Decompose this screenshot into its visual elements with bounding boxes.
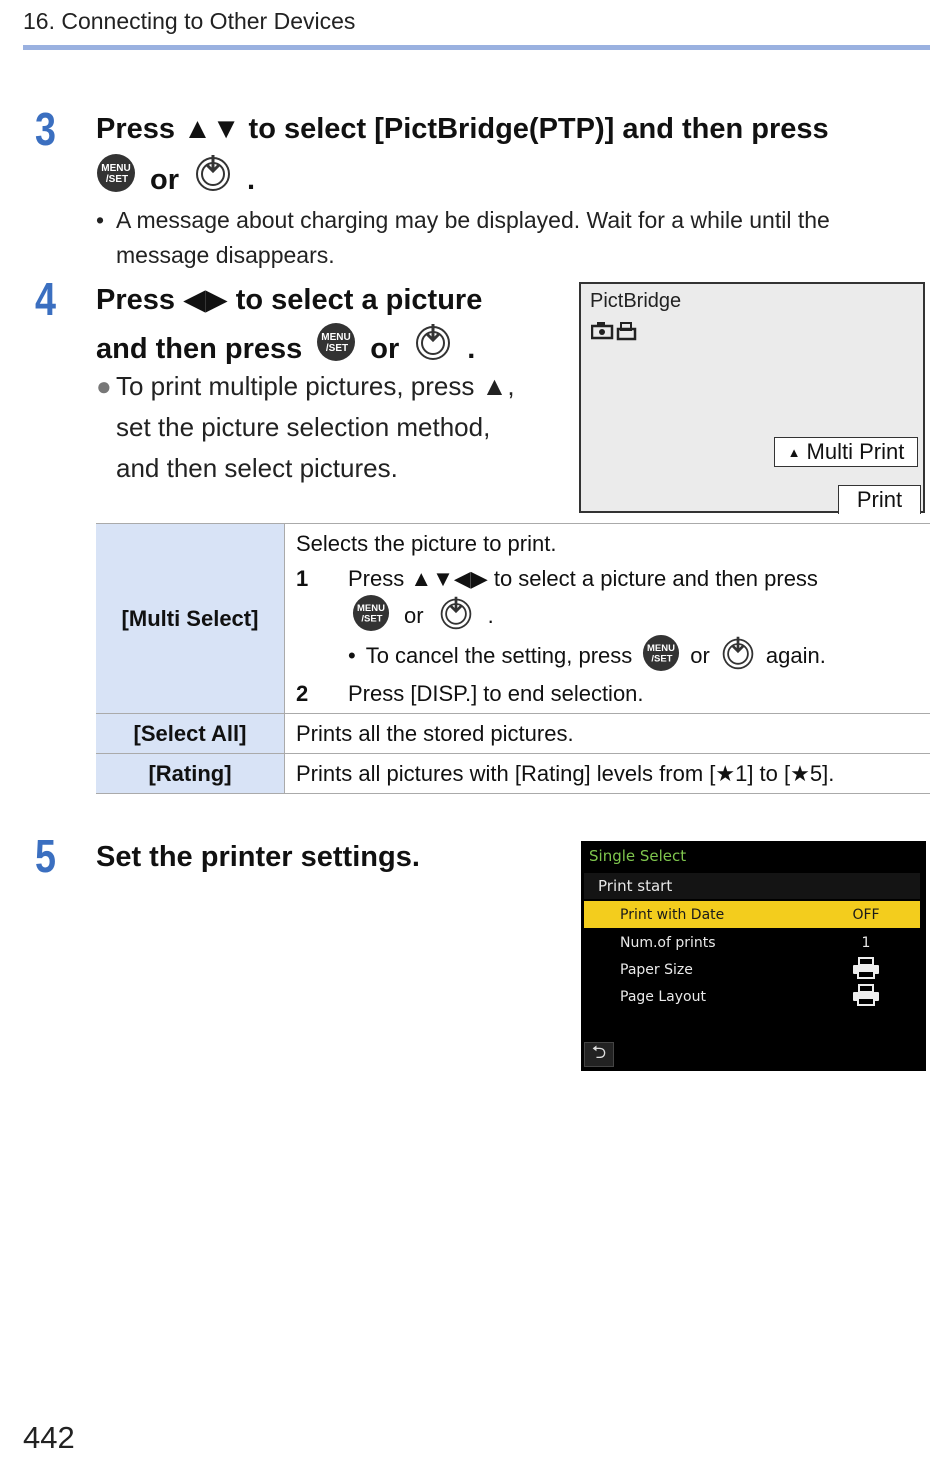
table-label: [Multi Select] (96, 524, 285, 714)
menu-item-paper-size[interactable] (584, 956, 920, 983)
table-row (96, 714, 930, 754)
step2-text: Press [DISP.] to end selection. (348, 680, 644, 706)
table-description: Prints all pictures with [Rating] levels from [★1] to [★5]. (285, 754, 931, 794)
camera-printer-icon (591, 320, 637, 347)
step4-title (96, 278, 566, 375)
step-index: 1 (296, 565, 309, 591)
svg-text:/SET: /SET (326, 343, 349, 354)
step-number: 4 (35, 273, 56, 325)
menu-item-label: Num.of prints (620, 934, 716, 951)
step4-title-line1: Press ◀▶ to select a picture (96, 284, 483, 316)
or-text: or (690, 643, 710, 668)
again-text: again. (765, 643, 826, 668)
step4-note-line3: and then select pictures. (116, 453, 398, 483)
svg-text:MENU: MENU (357, 603, 385, 615)
menu-item-label: Paper Size (620, 961, 693, 978)
step3-title (96, 107, 936, 206)
bullet-dot: • (348, 643, 356, 668)
step3-bullet (96, 203, 896, 273)
step4-note (96, 366, 566, 489)
single-select-screen (581, 841, 926, 1071)
menu-set-button-icon (352, 594, 390, 638)
period-text: . (247, 163, 256, 196)
printer-icon (846, 984, 886, 1010)
dial-press-icon (438, 594, 474, 638)
step4-note-line1: To print multiple pictures, press ▲, (116, 371, 515, 401)
print-button[interactable] (838, 485, 921, 514)
multi-select-step1 (296, 561, 929, 596)
svg-text:/SET: /SET (651, 653, 673, 665)
step-number: 3 (35, 103, 56, 155)
menu-item-label: Print with Date (620, 906, 725, 923)
menu-item-num-of-prints[interactable] (584, 929, 920, 956)
screen-header: Single Select (589, 847, 687, 865)
period-text: . (487, 603, 494, 628)
screen-title: PictBridge (590, 290, 682, 312)
step-number: 5 (35, 830, 56, 882)
multi-select-step2 (296, 676, 929, 711)
multi-select-step1-buttons (296, 596, 929, 636)
table-description (285, 524, 931, 714)
multi-select-intro: Selects the picture to print. (296, 530, 557, 556)
bullet-dot: ● (96, 371, 112, 401)
step-index: 2 (296, 680, 309, 706)
or-text: or (370, 332, 400, 365)
cancel-text: To cancel the setting, press (365, 643, 633, 668)
step4-note-line2: set the picture selection method, (116, 412, 491, 442)
step3-bullet-text: A message about charging may be displayed. Wait for a while until the message disappears. (116, 207, 830, 268)
or-text: or (404, 603, 424, 628)
menu-item-value: 1 (861, 934, 871, 951)
print-label: Print (856, 487, 903, 512)
menu-item-page-layout[interactable] (584, 983, 920, 1010)
table-row (96, 754, 930, 794)
selection-method-table (96, 523, 930, 794)
back-button[interactable] (584, 1042, 614, 1067)
svg-text:/SET: /SET (105, 174, 129, 185)
page-number: 442 (23, 1420, 75, 1455)
step1-text: Press ▲▼◀▶ to select a picture and then press (348, 565, 818, 591)
step3-title-line2 (96, 153, 936, 206)
menu-item-value: OFF (852, 906, 880, 923)
dial-press-icon (193, 153, 233, 206)
multi-print-button[interactable] (774, 437, 918, 467)
svg-text:MENU: MENU (647, 643, 676, 655)
triangle-up-icon: ▲ (787, 444, 801, 460)
svg-text:/SET: /SET (361, 613, 383, 625)
table-label: [Rating] (96, 754, 285, 794)
header-rule (23, 45, 930, 50)
table-label: [Select All] (96, 714, 285, 754)
or-text: or (150, 163, 179, 196)
menu-set-button-icon (96, 153, 136, 206)
section-header: 16. Connecting to Other Devices (23, 8, 356, 34)
period-text: . (467, 332, 476, 365)
step5-title: Set the printer settings. (96, 841, 420, 873)
printer-icon (846, 957, 886, 983)
bullet-dot: • (96, 207, 105, 233)
table-row (96, 524, 930, 714)
dial-press-icon (720, 634, 756, 678)
print-start-item[interactable]: Print start (584, 873, 920, 899)
multi-select-cancel (296, 636, 929, 676)
menu-item-label: Page Layout (620, 988, 706, 1005)
return-icon: ⮌ (591, 1041, 607, 1062)
step4-title-line2-text: and then press (96, 332, 303, 365)
pictbridge-screen (579, 282, 925, 513)
menu-set-button-icon (642, 634, 680, 678)
multi-print-label: Multi Print (806, 439, 905, 464)
table-description: Prints all the stored pictures. (285, 714, 931, 754)
step3-title-line1: Press ▲▼ to select [PictBridge(PTP)] and then press (96, 113, 829, 145)
svg-text:MENU: MENU (101, 163, 131, 174)
menu-item-print-with-date[interactable] (584, 901, 920, 928)
svg-text:MENU: MENU (321, 332, 352, 343)
